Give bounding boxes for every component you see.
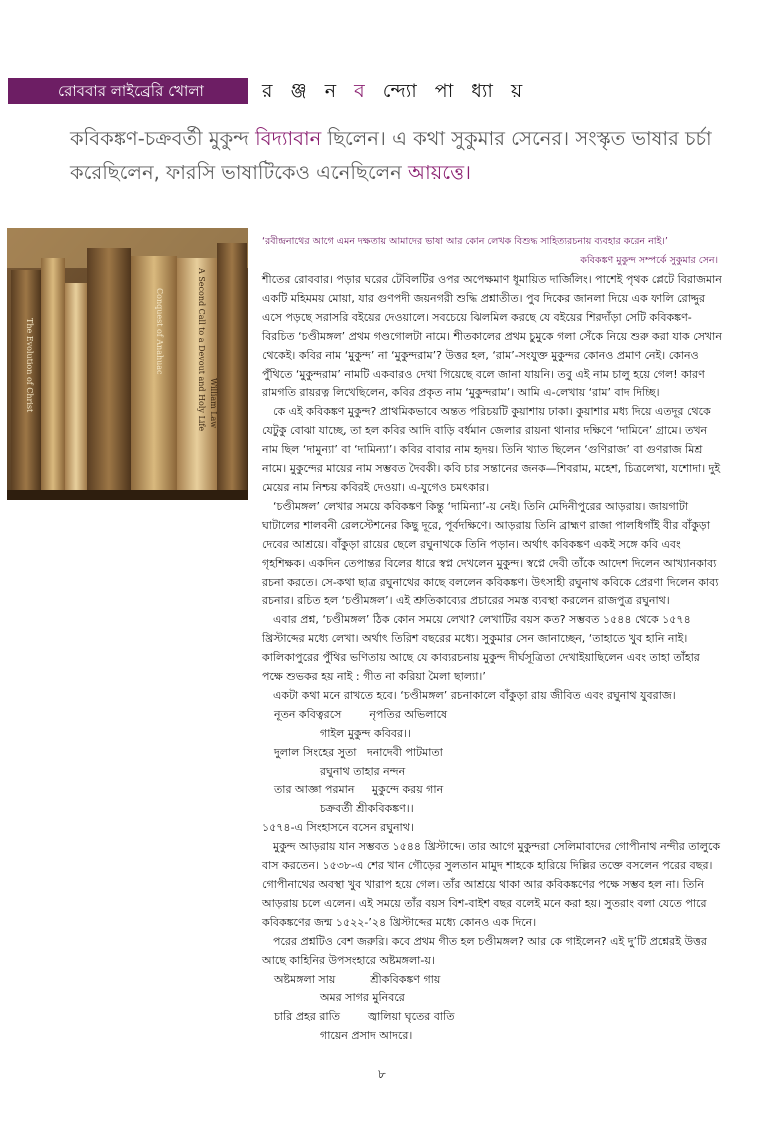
headline-highlight-2: আয়ত্তে। (408, 161, 472, 184)
spine-title-2: Conquest of Anahuac (155, 288, 164, 375)
verse-line: ১৫৭৪-এ সিংহাসনে বসেন রঘুনাথ। (262, 821, 414, 835)
body-paragraph: শীতের রোববার। পড়ার ঘরের টেবিলটির ওপর অপেক্ষমাণ ধূমায়িত দার্জিলিং। পাশেই পৃথক প্লেটে বিরাজমান একটি মহিমময় মোয়া, যার গুণপদী জয়নগরী শুদ্ধি প্রশ্নাতীত। পুব দিকের জানলা দিয়ে এক ফালি রোদ্দুর এসে পড়ছে সরাসরি বইয়ের দেওয়ালে। সবচেয়ে ঝিলমিল করছে যে বইয়ের শিরদাঁড়া সেটি কবিকঙ্কণ-বিরচিত ‘চণ্ডীমঙ্গল’ প্রথম গণ্ডগোলটা নামে। শীতকালের প্রথম চুমুকে গলা সেঁকে নিয়ে শুরু করা যাক সেখান থেকেই। কবির নাম ‘মুকুন্দ’ না ‘মুকুন্দরাম’? উত্তর হল, ‘রাম’-সংযুক্ত মুকুন্দর কোনও প্রমাণ নেই। কোনও পুঁথিতে ‘মুকুন্দরাম’ নামটি একবারও দেখা গিয়েছে বলে জানা যায়নি। তবু এই নাম চালু হয়ে গেল! কারণ রামগতি রায়রত্ন লিখেছিলেন, কবির প্রকৃত নাম ‘মুকুন্দরাম’। আমি এ-লেখায় ‘রাম’ বাদ দিচ্ছি। (262, 273, 722, 400)
verse-line: চক্রবর্তী শ্রীকবিকঙ্কণ।। (320, 802, 414, 816)
verse-line: দুলাল সিংহের সুতা দনাদেবী পাটমাতা (274, 745, 443, 759)
pull-quote (262, 232, 718, 270)
section-label: রোববার লাইব্রেরি খোলা (58, 82, 204, 100)
spine-title-1: The Evolution of Christ (25, 318, 34, 413)
author-name-part-1: র ঞ্জ ন (262, 80, 355, 102)
verse-line: গায়েন প্রসাদ আদরে। (320, 1029, 413, 1043)
verse-block-2 (262, 971, 722, 1047)
page-number: ৮ (378, 1067, 386, 1081)
verse-line: তার আজ্ঞা পরমান মুকুন্দে করয় গান (274, 783, 444, 797)
headline-part-1: কবিকঙ্কণ-চক্রবর্তী মুকুন্দ (70, 127, 256, 150)
pull-quote-attribution: কবিকঙ্কণ মুকুন্দ সম্পর্কে সুকুমার সেন। (580, 255, 718, 266)
body-paragraph: কে এই কবিকঙ্কণ মুকুন্দ? প্রাথমিকভাবে অন্তত পরিচয়টি কুয়াশায় ঢাকা। কুয়াশার মধ্য দিয়ে এতদূর থেকে যেটুকু বোঝা যাচ্ছে, তা হল কবির আদি বাড়ি বর্ধমান জেলার রায়না থানার দক্ষিণে ‘দামিনে’ গ্রামে। তখন নাম ছিল ‘দামুন্যা’ বা ‘দামিন্যা’। কবির বাবার নাম হৃদয়। তিনি খ্যাত ছিলেন ‘গুণিরাজ’ বা গুণরাজ মিশ্র নামে। মুকুন্দের মায়ের নাম সম্ভবত দৈবকী। কবি চার সন্তানের জনক—শিবরাম, মহেশ, চিত্রলেখা, যশোদা। দুই মেয়ের নাম নিশ্চয় কবিরই দেওয়া। এ-যুগেও চমৎকার। (262, 405, 721, 494)
headline-highlight-1: বিদ্যাবান (255, 127, 322, 150)
verse-line: রঘুনাথ তাহার নন্দন (320, 764, 406, 778)
verse-line: গাইল মুকুন্দ কবিবর।। (320, 726, 411, 740)
body-paragraph: এবার প্রশ্ন, ‘চণ্ডীমঙ্গল’ ঠিক কোন সময়ে লেখা? লেখাটির বয়স কত? সম্ভবত ১৫৪৪ থেকে ১৫৭৪ খ্রিস্টাব্দের মধ্যে লেখা। অর্থাৎ তিরিশ বছরের মধ্যে। সুকুমার সেন জানাচ্ছেন, ‘তাহাতে খুব হানি নাই। কালিকাপুরের পুঁথির ভণিতায় আছে যে কাব্যরচনায় মুকুন্দ দীর্ঘসূত্রিতা দেখাইয়াছিলেন এবং তাহা তাঁহার পক্ষে শুভকর হয় নাই : গীত না করিয়া মৈলা ছাল্যা।’ (262, 613, 700, 684)
body-paragraph: মুকুন্দ আড়রায় যান সম্ভবত ১৫৪৪ খ্রিস্টাব্দে। তার আগে মুকুন্দরা সেলিমাবাদের গোপীনাথ নন্দীর তালুকে বাস করতেন। ১৫৩৮-এ শের খান গৌড়ের সুলতান মামুদ শাহকে হারিয়ে দিল্লির তক্তে বসলেন পরের বছর। গোপীনাথের অবস্থা খুব খারাপ হয়ে গেল। তাঁর আশ্রয়ে থাকা আর কবিকঙ্কণের পক্ষে সম্ভব হল না। তিনি আড়রায় চলে এলেন। এই সময়ে তাঁর বয়স বিশ-বাইশ বছর বলেই মনে করা হয়। সুতরাং বলা যেতে পারে কবিকঙ্কণের জন্ম ১৫২২-’২৪ খ্রিস্টাব্দের মধ্যে কোনও এক দিনে। (262, 840, 721, 929)
author-name-part-2: ব (354, 80, 383, 102)
pull-quote-text: ‘রবীন্দ্রনাথের আগে এমন দক্ষতায় আমাদের ভাষা আর কোন লেখক বিশুদ্ধ সাহিত্যরচনায় ব্যবহার করেন নাই।’ (262, 236, 668, 247)
body-paragraph: ‘চণ্ডীমঙ্গল’ লেখার সময়ে কবিকঙ্কণ কিন্তু ‘দামিন্যা’-য় নেই। তিনি মেদিনীপুরের আড়রায়। জায়গাটা ঘাটালের শালবনী রেলস্টেশনের কিছু দূরে, পূর্বদক্ষিণে। আড়রায় তিনি ব্রাহ্মণ রাজা পালধিগাঁই বীর বাঁকুড়া দেবের আশ্রয়ে। বাঁকুড়া রায়ের ছেলে রঘুনাথকে তিনি পড়ান। অর্থাৎ কবিকঙ্কণ একই সঙ্গে কবি এবং গৃহশিক্ষক। একদিন তেপান্তর বিলের ধারে স্বপ্ন দেখলেন মুকুন্দ। স্বপ্নে দেবী তাঁকে আদেশ দিলেন আখ্যানকাব্য রচনা করতে। সে-কথা ছাত্র রঘুনাথের কাছে বললেন কবিকঙ্কণ। উৎসাহী রঘুনাথ কবিকে প্রেরণা দিলেন কাব্য রচনার। রচিত হল ‘চণ্ডীমঙ্গল’। এই শ্রুতিকাব্যের প্রচারের সমস্ত ব্যবস্থা করলেন রাজপুত্র রঘুনাথ। (262, 499, 719, 608)
headline-part-2: ছিলেন। এ কথা সুকুমার সেনের। সংস্কৃত ভাষার চর্চা করেছিলেন, ফারসি ভাষাটিকেও এনেছিলেন (70, 127, 712, 184)
books-photo (7, 228, 248, 500)
verse-line: নূতন কবিত্বরসে নৃপতির অভিলাষে (274, 707, 448, 721)
spine-title-4: William Law (209, 378, 218, 429)
article-body (262, 271, 722, 1046)
author-name-part-3: ন্দ্যো পা ধ্যা য় (382, 80, 529, 102)
verse-block-1 (262, 706, 722, 838)
body-paragraph: একটা কথা মনে রাখতে হবে। ‘চণ্ডীমঙ্গল’ রচনাকালে বাঁকুড়া রায় জীবিত এবং রঘুনাথ যুবরাজ। (273, 688, 676, 702)
verse-line: অমর সাগর মুনিবরে (320, 991, 405, 1005)
spine-title-3: A Second Call to a Devout and Holy Life (197, 268, 206, 432)
headline (70, 122, 750, 190)
body-paragraph: পরের প্রশ্নটিও বেশ জরুরি। কবে প্রথম গীত হল চণ্ডীমঙ্গল? আর কে গাইলেন? এই দু’টি প্রশ্নেরই উত্তর আছে কাহিনির উপসংহারে অষ্টমঙ্গলা-য়। (262, 934, 707, 967)
verse-line: অষ্টমঙ্গলা সায় শ্রীকবিকঙ্কণ গায় (274, 972, 441, 986)
author-byline (262, 77, 528, 105)
section-label-bar (8, 78, 248, 104)
verse-line: চারি প্রহর রাতি জ্বালিয়া ঘৃতের বাতি (274, 1010, 455, 1024)
